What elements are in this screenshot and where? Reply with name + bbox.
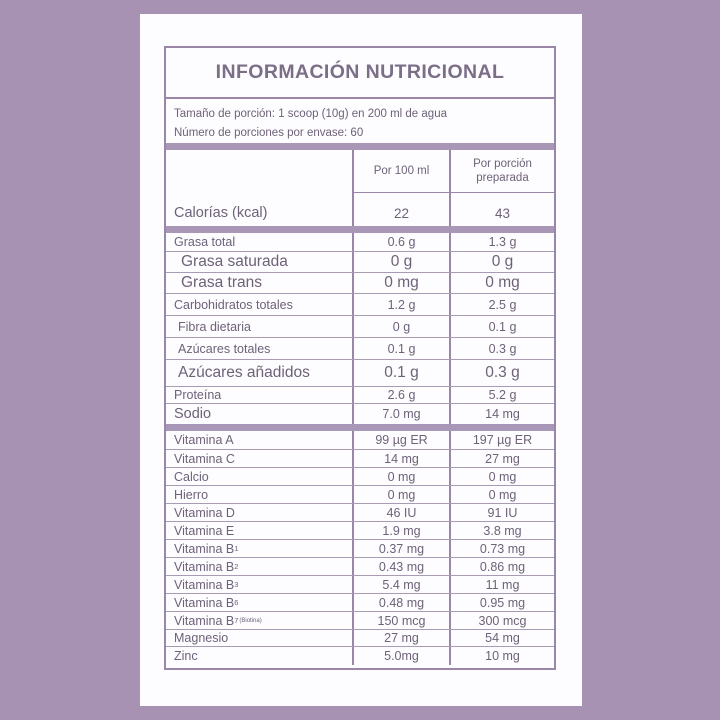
nutrient-row [166,404,554,424]
nutrient-value-per-100ml: 5.0mg [352,647,449,665]
nutrient-value-per-100ml: 0 mg [352,468,449,485]
servings-per-container: Número de porciones por envase: 60 [174,127,364,139]
nutrient-value-per-serving: 1.3 g [449,233,554,251]
nutrient-name: Vitamina B 6 [174,595,239,610]
nutrient-name: Azúcares totales [178,341,271,356]
nutrient-value-per-serving: 0.95 mg [449,594,554,611]
vitamin-subscript: 2 [234,562,239,571]
nutrient-name: Grasa total [174,235,236,249]
nutrient-name: Vitamina B 3 [174,577,239,592]
nutrient-row [166,338,554,360]
nutrient-value-per-serving: 0.3 g [449,360,554,386]
nutrient-row [166,540,554,558]
nutrient-row [166,316,554,338]
nutrient-row [166,630,554,647]
nutrient-name: Carbohidratos totales [174,297,293,312]
nutrient-row [166,450,554,468]
macros-section [166,233,554,424]
vitamin-subscript: 3 [234,580,239,589]
nutrient-row [166,522,554,540]
nutrient-row [166,576,554,594]
nutrient-name: Vitamina B 1 [174,541,239,556]
nutrient-row [166,294,554,316]
nutrient-name: Vitamina D [174,505,235,520]
nutrient-name: Hierro [174,487,209,502]
nutrient-value-per-serving: 0 g [449,252,554,272]
nutrient-value-per-serving: 0 mg [449,486,554,503]
nutrient-row [166,387,554,404]
nutrient-value-per-100ml: 0 g [352,316,449,337]
nutrient-value-per-100ml: 0 mg [352,486,449,503]
thick-divider [166,143,554,150]
vitamin-subscript: 6 [234,598,239,607]
thick-divider [166,226,554,233]
nutrient-value-per-serving: 3.8 mg [449,522,554,539]
nutrient-value-per-100ml: 150 mcg [352,612,449,629]
nutrient-value-per-serving: 0.73 mg [449,540,554,557]
nutrient-value-per-serving: 2.5 g [449,294,554,315]
nutrient-row [166,594,554,612]
nutrient-value-per-100ml: 0.43 mg [352,558,449,575]
nutrient-value-per-100ml: 0.37 mg [352,540,449,557]
nutrient-value-per-100ml: 27 mg [352,630,449,646]
nutrient-value-per-serving: 11 mg [449,576,554,593]
nutrient-row [166,273,554,294]
nutrient-name: Grasa saturada [181,253,288,270]
nutrient-value-per-serving: 27 mg [449,450,554,467]
vitamin-note: (Biotina) [239,617,262,624]
nutrient-row [166,360,554,387]
nutrient-value-per-100ml: 0.1 g [352,360,449,386]
nutrient-row [166,233,554,252]
nutrient-value-per-100ml: 5.4 mg [352,576,449,593]
nutrient-value-per-100ml: 1.2 g [352,294,449,315]
nutrient-name: Vitamina B 7 (Biotina) [174,613,262,628]
nutrient-name: Fibra dietaria [178,319,251,334]
vitamin-subscript: 7 [234,616,239,625]
nutrient-value-per-100ml: 0.48 mg [352,594,449,611]
nutrient-value-per-100ml: 1.9 mg [352,522,449,539]
nutrient-name: Vitamina B 2 [174,559,239,574]
nutrient-row [166,468,554,486]
calories-label: Calorías (kcal) [174,205,268,221]
nutrient-name: Vitamina C [174,451,235,466]
nutrient-row [166,486,554,504]
nutrient-name: Azúcares añadidos [178,364,310,381]
nutrient-value-per-100ml: 0 mg [352,273,449,293]
nutrient-value-per-100ml: 2.6 g [352,387,449,403]
nutrient-value-per-serving: 54 mg [449,630,554,646]
vitamin-subscript: 1 [234,544,239,553]
nutrient-value-per-100ml: 0.1 g [352,338,449,359]
nutrient-value-per-100ml: 0.6 g [352,233,449,251]
nutrient-name: Vitamina A [174,433,234,447]
nutrient-row [166,612,554,630]
serving-size: Tamaño de porción: 1 scoop (10g) en 200 ml de agua [174,108,447,120]
nutrient-name: Sodio [174,406,212,422]
nutrient-name: Zinc [174,649,198,663]
nutrient-row [166,558,554,576]
nutrient-value-per-100ml: 46 IU [352,504,449,521]
nutrient-value-per-serving: 91 IU [449,504,554,521]
calories-per-100ml: 22 [393,206,410,221]
nutrition-facts-table [164,46,556,670]
nutrient-value-per-serving: 0.1 g [449,316,554,337]
nutrient-value-per-serving: 0.3 g [449,338,554,359]
column-header-per-serving: Por porción preparada [451,150,554,193]
nutrient-value-per-100ml: 14 mg [352,450,449,467]
table-title: INFORMACIÓN NUTRICIONAL [166,48,554,99]
nutrient-row [166,647,554,665]
nutrient-value-per-serving: 0 mg [449,468,554,485]
nutrient-value-per-serving: 300 mcg [449,612,554,629]
micros-section [166,431,554,665]
calories-per-serving: 43 [494,206,511,221]
nutrient-name: Magnesio [174,631,229,645]
nutrient-value-per-serving: 14 mg [449,404,554,424]
nutrient-row [166,504,554,522]
nutrient-value-per-100ml: 0 g [352,252,449,272]
nutrient-row [166,431,554,450]
nutrient-value-per-serving: 0 mg [449,273,554,293]
nutrient-name: Proteína [174,388,222,402]
nutrient-value-per-serving: 197 µg ER [449,431,554,449]
nutrient-value-per-100ml: 7.0 mg [352,404,449,424]
nutrient-value-per-serving: 0.86 mg [449,558,554,575]
nutrient-value-per-serving: 5.2 g [449,387,554,403]
nutrient-name: Grasa trans [181,274,262,291]
nutrient-value-per-serving: 10 mg [449,647,554,665]
calories-header [166,150,554,226]
nutrient-name: Calcio [174,469,209,484]
nutrient-row [166,252,554,273]
column-header-per-100ml: Por 100 ml [354,150,449,193]
serving-info [166,99,554,143]
thick-divider [166,424,554,431]
nutrient-name: Vitamina E [174,523,235,538]
nutrient-value-per-100ml: 99 µg ER [352,431,449,449]
